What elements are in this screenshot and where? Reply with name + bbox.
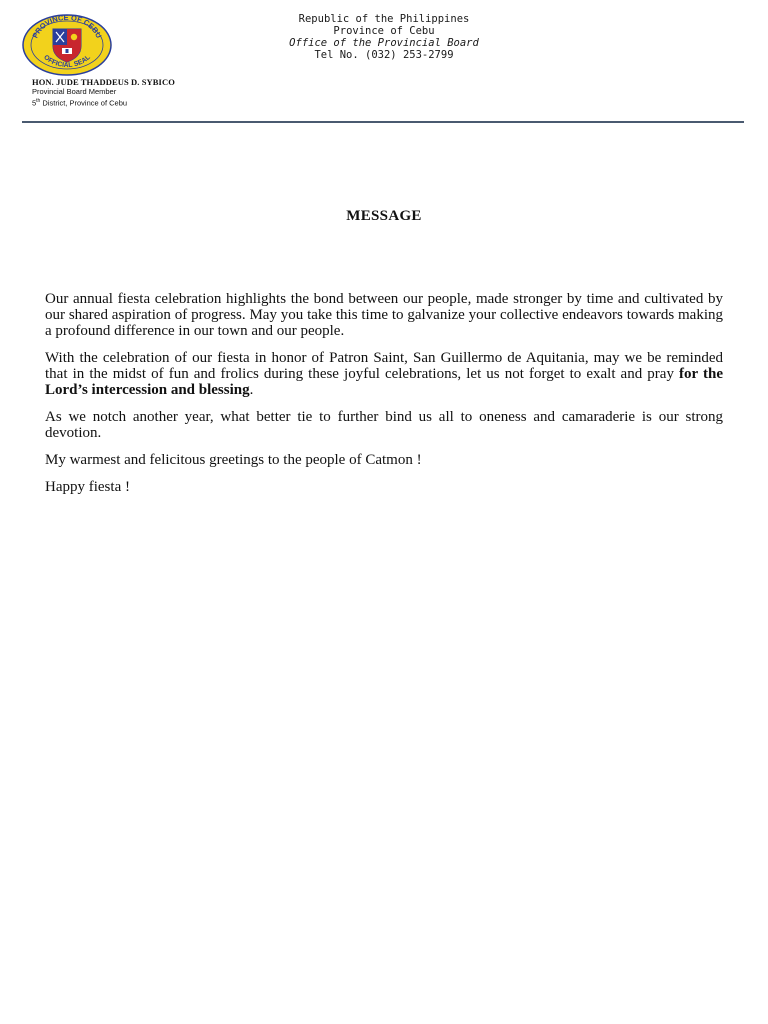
letterhead	[234, 13, 534, 61]
paragraph-1: Our annual fiesta celebration highlights the bond between our people, made stronger by time and cultivated by our shared aspiration of progress. May you take this time to galvanize your collective endeavors towards making a profound difference in our town and our people.	[45, 291, 723, 339]
country-line: Republic of the Philippines	[298, 13, 470, 25]
svg-text:OFFICIAL SEAL: OFFICIAL SEAL	[42, 53, 92, 70]
paragraph-5: Happy fiesta !	[45, 479, 130, 495]
province-line: Province of Cebu	[333, 25, 435, 37]
provincial-seal-logo	[22, 14, 112, 76]
page-title: MESSAGE	[346, 208, 422, 224]
header-divider	[22, 121, 744, 123]
paragraph-4: My warmest and felicitous greetings to the people of Catmon !	[45, 452, 422, 468]
office-line: Office of the Provincial Board	[289, 37, 479, 49]
paragraph-2-end: .	[249, 382, 254, 398]
official-position: Provincial Board Member	[32, 87, 117, 96]
official-district	[32, 97, 175, 108]
paragraph-2-start: With the celebration of our fiesta in honor of Patron Saint, San Guillermo de Aquitania, may we be reminded that in the midst of fun and frolics during these joyful celebrations, let us not forget to exalt and pray	[45, 350, 723, 382]
message-body	[45, 291, 723, 506]
paragraph-3: As we notch another year, what better tie to further bind us all to oneness and camaraderie is our strong devotion.	[45, 409, 723, 441]
official-name: HON. JUDE THADDEUS D. SYBICO	[32, 77, 175, 87]
official-block	[32, 77, 175, 108]
paragraph-2	[45, 350, 723, 398]
svg-text:PROVINCE OF CEBU: PROVINCE OF CEBU	[30, 14, 104, 40]
telephone-line: Tel No. (032) 253-2799	[314, 49, 454, 61]
district-text: District, Province of Cebu	[40, 98, 128, 107]
district-number: 5	[32, 98, 37, 107]
district-suffix: th	[36, 97, 41, 104]
paragraph-2-bold: for the Lord’s intercession and blessing	[45, 366, 723, 398]
